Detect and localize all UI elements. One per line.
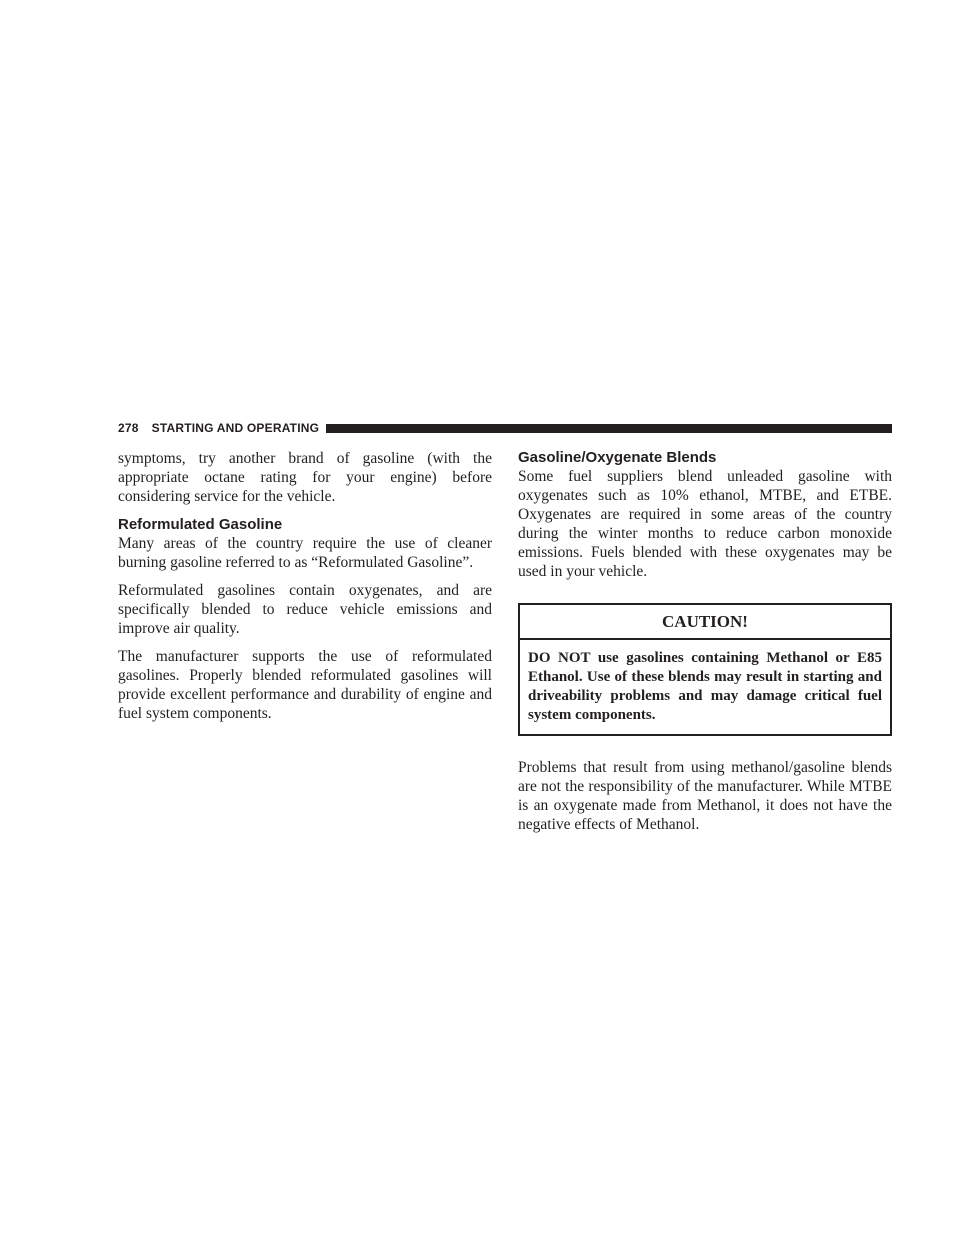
- body-paragraph: Many areas of the country require the use of cleaner burning gasoline referred to as “Reformulated Gasoline”.: [118, 535, 492, 571]
- page-header: [118, 419, 892, 437]
- left-column: [118, 449, 492, 732]
- oxygenate-blends-heading: Gasoline/Oxygenate Blends: [518, 449, 717, 466]
- page-number: 278: [118, 421, 139, 435]
- right-column: [518, 448, 892, 843]
- body-paragraph: Reformulated gasolines contain oxygenates, and are specifically blended to reduce vehicle emissions and improve air quality.: [118, 582, 492, 637]
- body-paragraph: Some fuel suppliers blend unleaded gasoline with oxygenates such as 10% ethanol, MTBE, and ETBE. Oxygenates are required in some areas of the country during the winter months to reduce carbon monoxide emissions. Fuels blended with these oxygenates may be used in your vehicle.: [518, 468, 892, 580]
- caution-text: DO NOT use gasolines containing Methanol or E85 Ethanol. Use of these blends may result in starting and driveability problems and may damage critical fuel system components.: [528, 650, 882, 723]
- reformulated-gasoline-heading: Reformulated Gasoline: [118, 516, 283, 533]
- closing-paragraph: Problems that result from using methanol/gasoline blends are not the responsibility of the manufacturer. While MTBE is an oxygenate made from Methanol, it does not have the negative effects of Methanol.: [518, 759, 892, 833]
- header-rule: [326, 424, 892, 433]
- section-title: STARTING AND OPERATING: [151, 421, 320, 435]
- caution-title: CAUTION!: [520, 605, 890, 640]
- intro-paragraph: symptoms, try another brand of gasoline (with the appropriate octane rating for your engine) before considering service for the vehicle.: [118, 450, 492, 505]
- caution-box: [518, 603, 892, 736]
- body-paragraph: The manufacturer supports the use of reformulated gasolines. Properly blended reformulated gasolines will provide excellent performance and durability of engine and fuel system components.: [118, 648, 492, 722]
